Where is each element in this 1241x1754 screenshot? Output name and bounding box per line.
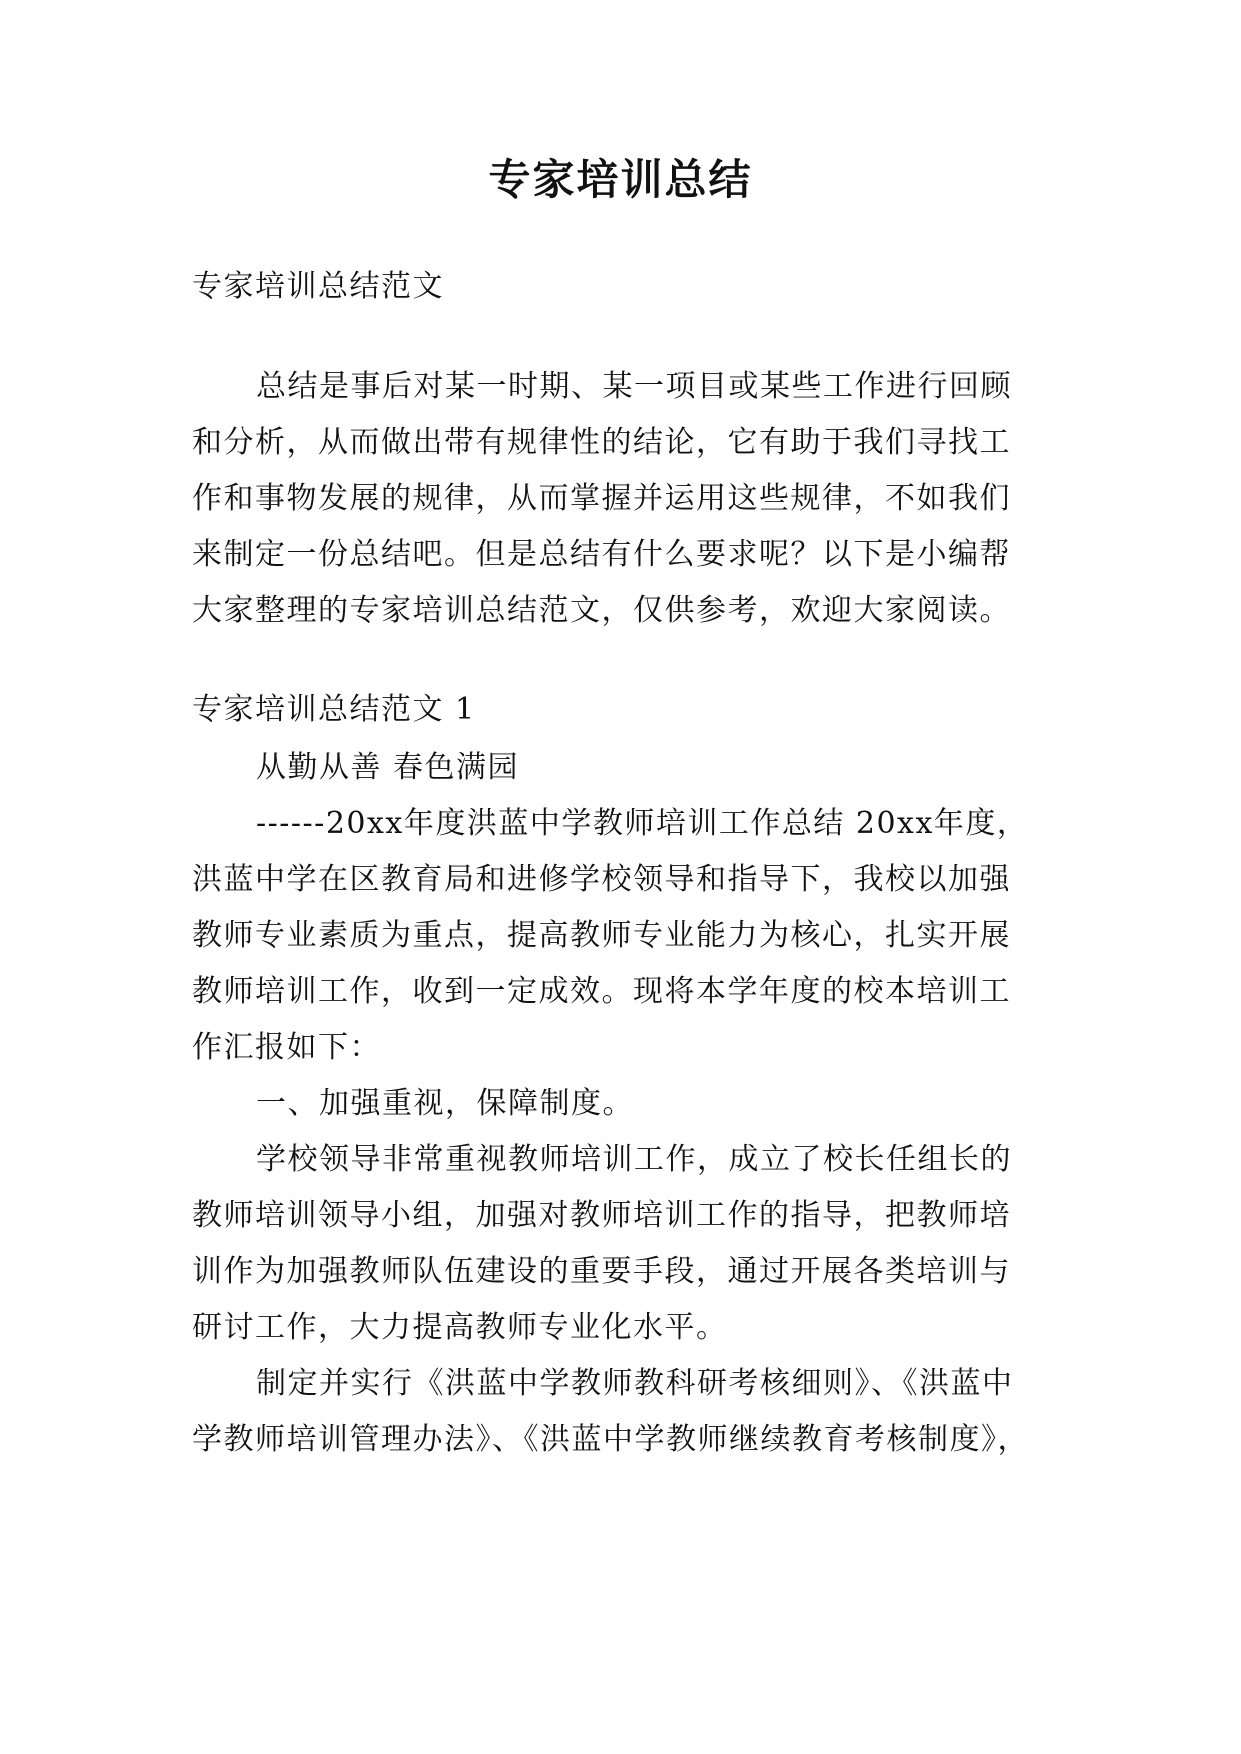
paragraph-line: 制定并实行《洪蓝中学教师教科研考核细则》、《洪蓝中 <box>256 1366 1014 1401</box>
section-heading: 专家培训总结范文 1 <box>192 692 476 727</box>
paragraph-line: 学教师培训管理办法》、《洪蓝中学教师继续教育考核制度》， <box>192 1422 1029 1457</box>
intro-line: 和分析，从而做出带有规律性的结论，它有助于我们寻找工 <box>192 425 1011 460</box>
paragraph-line: 教师培训工作，收到一定成效。现将本学年度的校本培训工 <box>192 974 1011 1009</box>
paragraph-line: 训作为加强教师队伍建设的重要手段，通过开展各类培训与 <box>192 1254 1011 1289</box>
intro-line: 作和事物发展的规律，从而掌握并运用这些规律，不如我们 <box>192 481 1011 516</box>
paragraph-line: 研讨工作，大力提高教师专业化水平。 <box>192 1310 728 1345</box>
document-title: 专家培训总结 <box>488 155 753 204</box>
intro-line: 来制定一份总结吧。但是总结有什么要求呢？以下是小编帮 <box>192 537 1011 572</box>
intro-line: 大家整理的专家培训总结范文，仅供参考，欢迎大家阅读。 <box>192 593 1011 628</box>
paragraph-line: ------20xx年度洪蓝中学教师培训工作总结 20xx年度， <box>256 806 1029 841</box>
paragraph-line: 学校领导非常重视教师培训工作，成立了校长任组长的 <box>256 1142 1012 1177</box>
paragraph-line: 洪蓝中学在区教育局和进修学校领导和指导下，我校以加强 <box>192 862 1011 897</box>
point-heading: 一、加强重视，保障制度。 <box>256 1086 634 1121</box>
document-subtitle: 专家培训总结范文 <box>192 269 444 304</box>
paragraph-line: 作汇报如下： <box>192 1030 381 1065</box>
section-subheading: 从勤从善 春色满园 <box>256 750 520 785</box>
intro-line: 总结是事后对某一时期、某一项目或某些工作进行回顾 <box>256 369 1012 404</box>
paragraph-line: 教师培训领导小组，加强对教师培训工作的指导，把教师培 <box>192 1198 1011 1233</box>
paragraph-line: 教师专业素质为重点，提高教师专业能力为核心，扎实开展 <box>192 918 1011 953</box>
